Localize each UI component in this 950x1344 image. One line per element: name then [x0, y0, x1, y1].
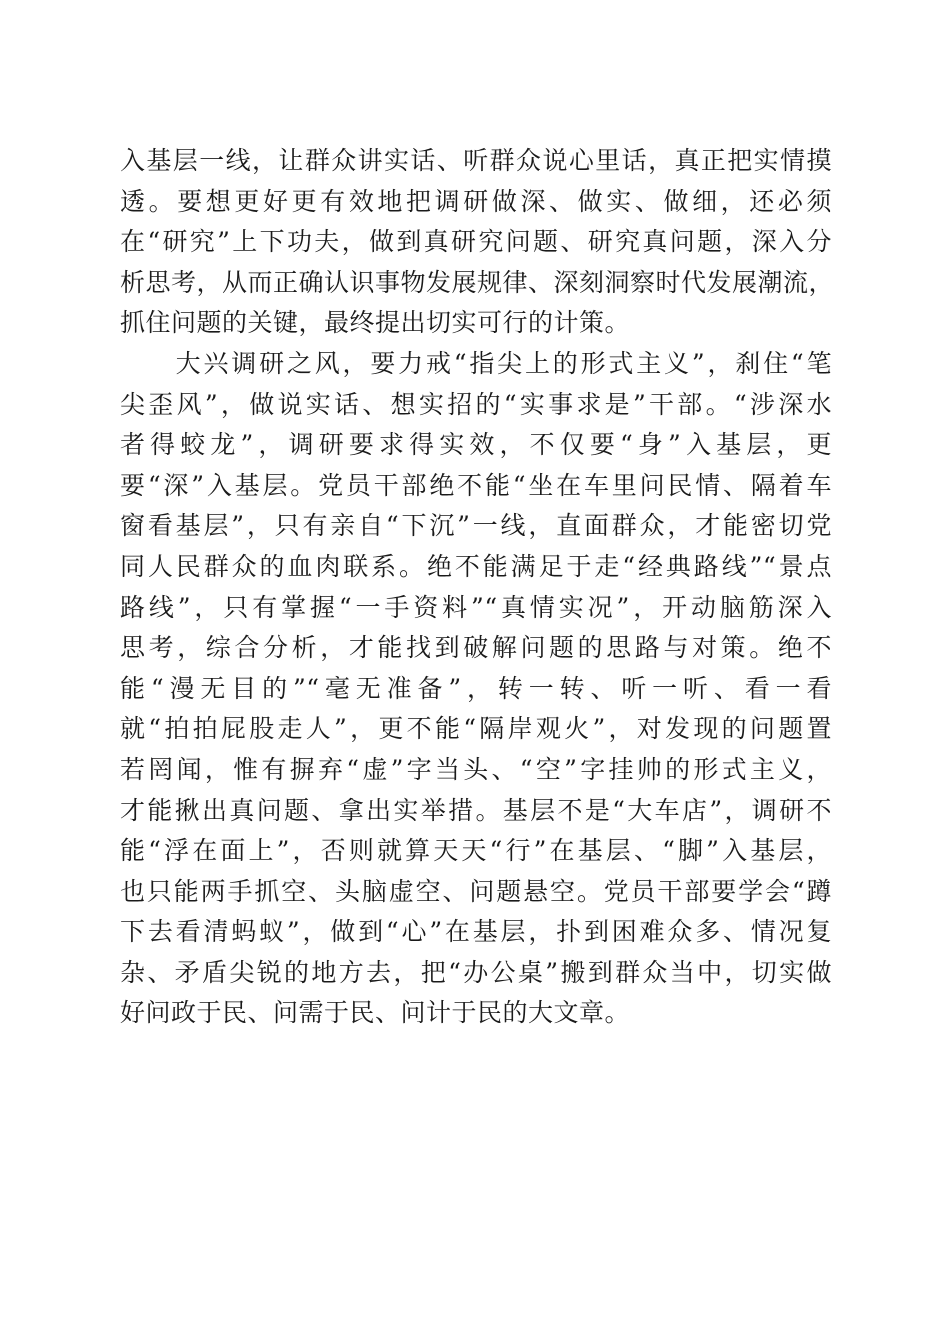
- body-text: [120, 141, 835, 1034]
- text-line: 能“浮在面上”，否则就算天天“行”在基层、“脚”入基层，: [120, 836, 832, 866]
- text-line: 下去看清蚂蚁”，做到“心”在基层，扑到困难众多、情况复: [120, 917, 832, 947]
- text-line: 才能揪出真问题、拿出实举措。基层不是“大车店”，调研不: [120, 795, 832, 825]
- text-line: 大兴调研之风，要力戒“指尖上的形式主义”，刹住“笔: [120, 348, 832, 378]
- text-line: 析思考，从而正确认识事物发展规律、深刻洞察时代发展潮流，: [120, 267, 835, 297]
- text-line: 路线”，只有掌握“一手资料”“真情实况”，开动脑筋深入: [120, 592, 832, 622]
- text-line: 思考，综合分析，才能找到破解问题的思路与对策。绝不: [120, 633, 832, 663]
- text-line: 抓住问题的关键，最终提出切实可行的计策。: [120, 308, 631, 338]
- paragraph-1: [120, 141, 835, 344]
- text-line: 在“研究”上下功夫，做到真研究问题、研究真问题，深入分: [120, 227, 832, 257]
- text-line: 尖歪风”，做说实话、想实招的“实事求是”干部。“涉深水: [120, 389, 832, 419]
- text-line: 若罔闻，惟有摒弃“虚”字当头、“空”字挂帅的形式主义，: [120, 754, 832, 784]
- text-line: 透。要想更好更有效地把调研做深、做实、做细，还必须: [120, 186, 832, 216]
- text-line: 杂、矛盾尖锐的地方去，把“办公桌”搬到群众当中，切实做: [120, 957, 832, 987]
- text-line: 入基层一线，让群众讲实话、听群众说心里话，真正把实情摸: [120, 146, 832, 175]
- paragraph-2: [120, 344, 832, 1034]
- text-line: 同人民群众的血肉联系。绝不能满足于走“经典路线”“景点: [120, 551, 832, 581]
- text-line: 能“漫无目的”“毫无准备”，转一转、听一听、看一看: [120, 673, 832, 703]
- text-line: 窗看基层”，只有亲自“下沉”一线，直面群众，才能密切党: [120, 511, 832, 541]
- text-line: 好问政于民、问需于民、问计于民的大文章。: [120, 998, 631, 1028]
- text-line: 也只能两手抓空、头脑虚空、问题悬空。党员干部要学会“蹲: [120, 876, 832, 906]
- text-line: 者得蛟龙”，调研要求得实效，不仅要“身”入基层，更: [120, 430, 832, 460]
- text-line: 要“深”入基层。党员干部绝不能“坐在车里问民情、隔着车: [120, 470, 832, 500]
- text-line: 就“拍拍屁股走人”，更不能“隔岸观火”，对发现的问题置: [120, 714, 832, 744]
